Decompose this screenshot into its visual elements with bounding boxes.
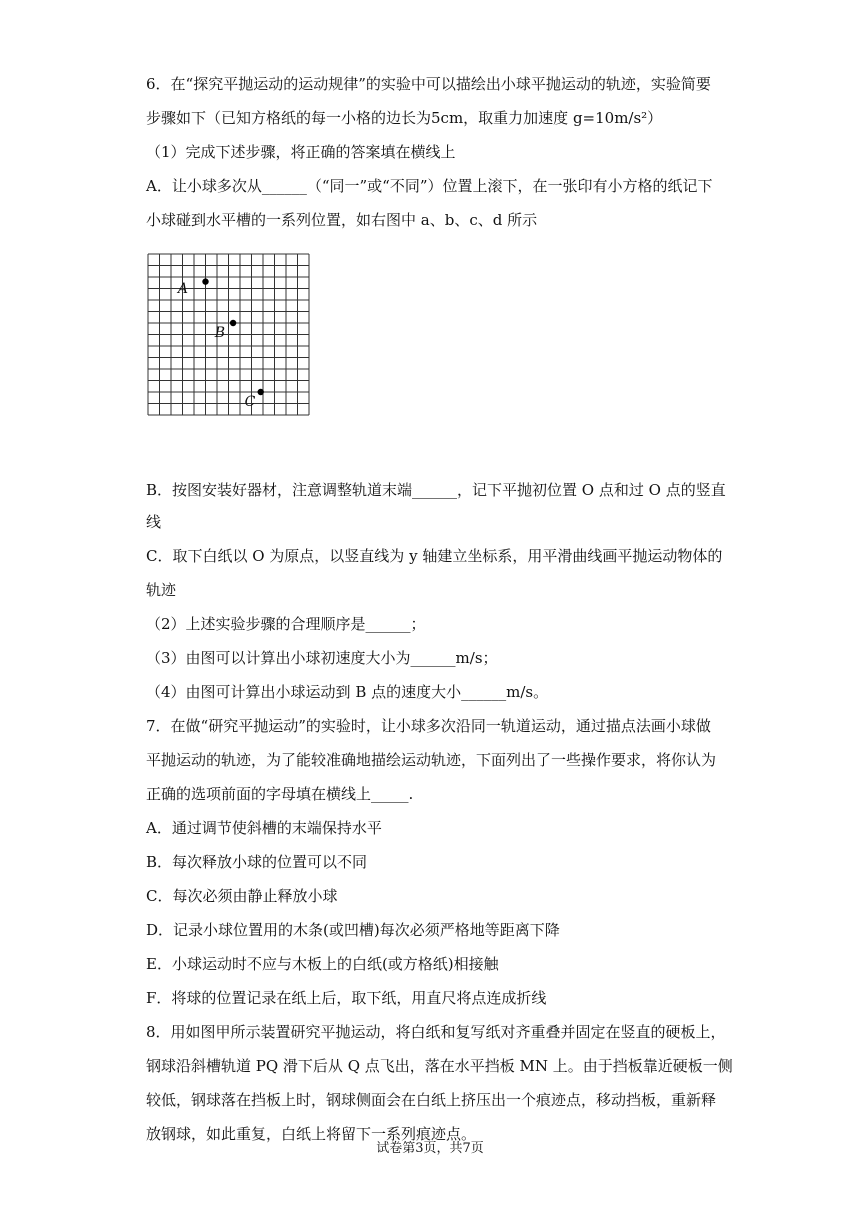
text-line-25: 放钢球，如此重复，白纸上将留下一系列痕迹点。 — [146, 1125, 477, 1143]
text-line-22: 8．用如图甲所示装置研究平抛运动，将白纸和复写纸对齐重叠并固定在竖直的硬板上， — [146, 1023, 726, 1041]
text-line-7: 线 — [146, 513, 162, 531]
text-line-20: E．小球运动时不应与木板上的白纸(或方格纸)相接触 — [146, 955, 499, 973]
text-line-9: 轨迹 — [146, 581, 177, 599]
text-line-13: 7．在做“研究平抛运动”的实验时，让小球多次沿同一轨道运动，通过描点法画小球做 — [146, 717, 711, 735]
text-line-21: F．将球的位置记录在纸上后，取下纸，用直尺将点连成折线 — [146, 989, 547, 1007]
text-line-4: A．让小球多次从______（“同一”或“不同”）位置上滚下，在一张印有小方格的纸记下 — [146, 177, 713, 195]
point-c-label: C — [244, 393, 256, 410]
text-line-5: 小球碰到水平槽的一系列位置，如右图中 a、b、c、d 所示 — [146, 211, 538, 229]
point-b-label: B — [214, 324, 225, 341]
point-c-dot — [258, 389, 264, 395]
page-footer: 试卷第3页，共7页 — [376, 1141, 484, 1156]
text-line-2: 步骤如下（已知方格纸的每一小格的边长为5cm，取重力加速度 g=10m/s²） — [146, 109, 663, 127]
text-line-8: C．取下白纸以 O 为原点，以竖直线为 y 轴建立坐标系，用平滑曲线画平抛运动物体的 — [146, 547, 723, 565]
text-line-19: D．记录小球位置用的木条(或凹槽)每次必须严格地等距离下降 — [146, 921, 560, 939]
text-line-12: （4）由图可计算出小球运动到 B 点的速度大小______m/s。 — [146, 683, 549, 701]
text-line-17: B．每次释放小球的位置可以不同 — [146, 853, 368, 871]
point-a-dot — [202, 278, 208, 284]
text-line-15: 正确的选项前面的字母填在横线上_____. — [146, 785, 414, 803]
text-line-23: 钢球沿斜槽轨道 PQ 滑下后从 Q 点飞出，落在水平挡板 MN 上。由于挡板靠近硬板一侧 — [146, 1057, 733, 1075]
text-line-10: （2）上述实验步骤的合理顺序是______； — [146, 615, 426, 633]
grid-figure — [144, 250, 316, 422]
trajectory-points — [176, 278, 264, 409]
point-b-dot — [230, 320, 236, 326]
text-line-11: （3）由图可以计算出小球初速度大小为______m/s； — [146, 649, 498, 667]
text-line-24: 较低，钢球落在挡板上时，钢球侧面会在白纸上挤压出一个痕迹点，移动挡板，重新释 — [146, 1091, 717, 1109]
text-line-16: A．通过调节使斜槽的末端保持水平 — [146, 819, 382, 837]
grid-lines — [148, 254, 309, 415]
text-line-14: 平抛运动的轨迹，为了能较准确地描绘运动轨迹，下面列出了一些操作要求，将你认为 — [146, 751, 717, 769]
text-line-1: 6．在“探究平抛运动的运动规律”的实验中可以描绘出小球平抛运动的轨迹，实验简要 — [146, 75, 711, 93]
point-a-label: A — [177, 281, 189, 298]
text-line-3: （1）完成下述步骤，将正确的答案填在横线上 — [146, 143, 456, 161]
text-line-18: C．每次必须由静止释放小球 — [146, 887, 338, 905]
text-line-6: B．按图安装好器材，注意调整轨道末端______，记下平抛初位置 O 点和过 O 点的竖直 — [146, 481, 726, 499]
